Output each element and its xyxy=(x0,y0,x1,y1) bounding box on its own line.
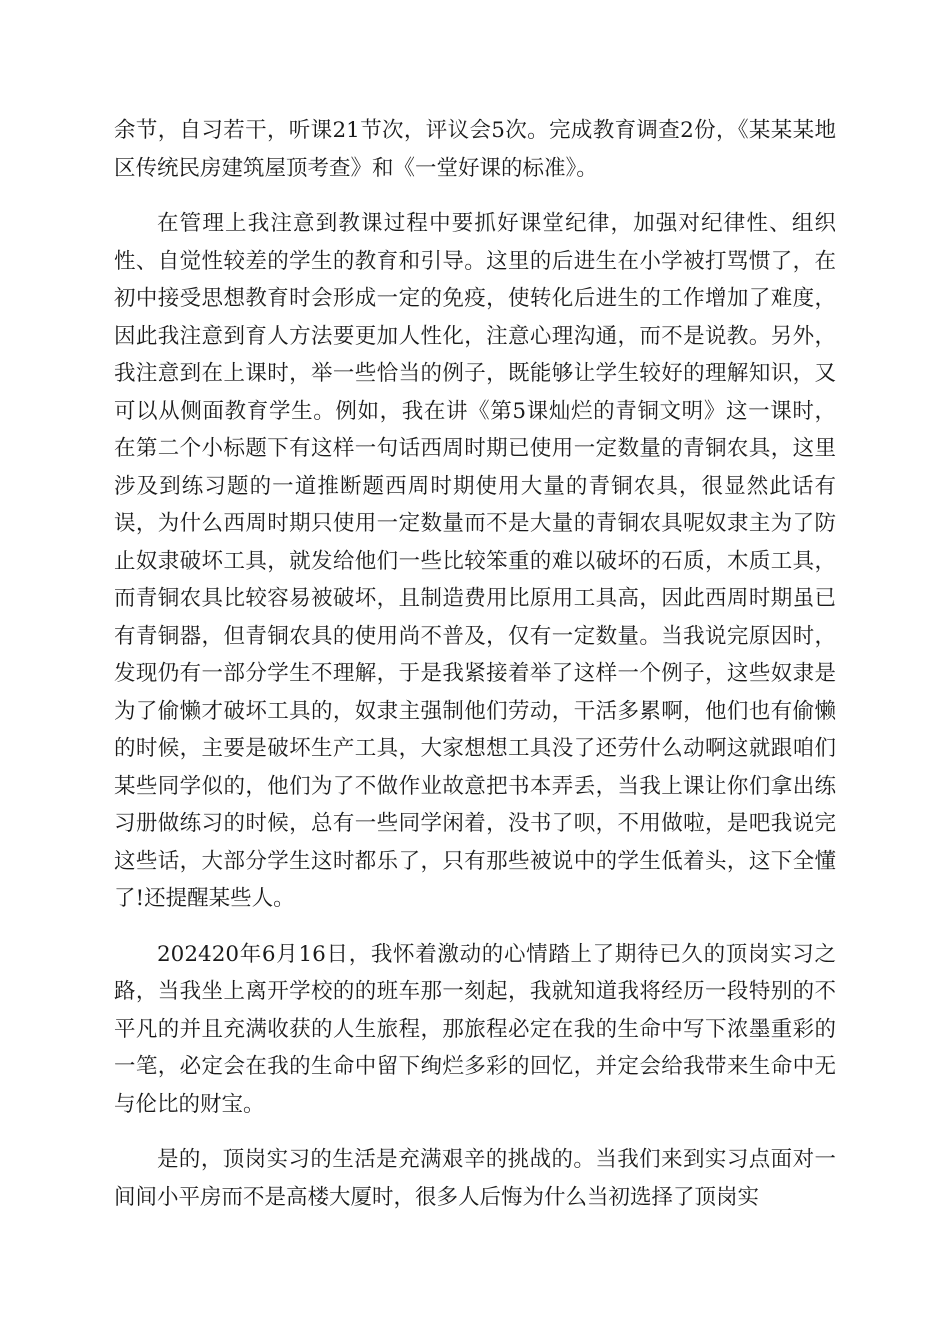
paragraph-4: 是的，顶岗实习的生活是充满艰辛的挑战的。当我们来到实习点面对一间间小平房而不是高楼大厦时，很多人后悔为什么当初选择了顶岗实 xyxy=(114,1147,836,1210)
paragraph-3: 202420年6月16日，我怀着激动的心情踏上了期待已久的顶岗实习之路，当我坐上离开学校的的班车那一刻起，我就知道我将经历一段特别的不平凡的并且充满收获的人生旅程，那旅程必定在我的生命中写下浓墨重彩的一笔，必定会在我的生命中留下绚烂多彩的回忆，并定会给我带来生命中无与伦比的财宝。 xyxy=(114,941,836,1117)
document-body xyxy=(114,112,836,1234)
paragraph-1: 余节，自习若干，听课21节次，评议会5次。完成教育调查2份，《某某某地区传统民房建筑屋顶考查》和《一堂好课的标准》。 xyxy=(114,118,836,181)
paragraph-2: 在管理上我注意到教课过程中要抓好课堂纪律，加强对纪律性、组织性、自觉性较差的学生的教育和引导。这里的后进生在小学被打骂惯了，在初中接受思想教育时会形成一定的免疫，使转化后进生的工作增加了难度，因此我注意到育人方法要更加人性化，注意心理沟通，而不是说教。另外，我注意到在上课时，举一些恰当的例子，既能够让学生较好的理解知识，又可以从侧面教育学生。例如，我在讲《第5课灿烂的青铜文明》这一课时，在第二个小标题下有这样一句话西周时期已使用一定数量的青铜农具，这里涉及到练习题的一道推断题西周时期使用大量的青铜农具，很显然此话有误，为什么西周时期只使用一定数量而不是大量的青铜农具呢奴隶主为了防止奴隶破坏工具，就发给他们一些比较笨重的难以破坏的石质，木质工具，而青铜农具比较容易被破坏，且制造费用比原用工具高，因此西周时期虽已有青铜器，但青铜农具的使用尚不普及，仅有一定数量。当我说完原因时，发现仍有一部分学生不理解，于是我紧接着举了这样一个例子，这些奴隶是为了偷懒才破坏工具的，奴隶主强制他们劳动，干活多累啊，他们也有偷懒的时候，主要是破坏生产工具，大家想想工具没了还劳什么动啊这就跟咱们某些同学似的，他们为了不做作业故意把书本弄丢，当我上课让你们拿出练习册做练习的时候，总有一些同学闲着，没书了呗，不用做啦，是吧我说完这些话，大部分学生这时都乐了，只有那些被说中的学生低着头，这下全懂了!还提醒某些人。 xyxy=(114,211,836,911)
